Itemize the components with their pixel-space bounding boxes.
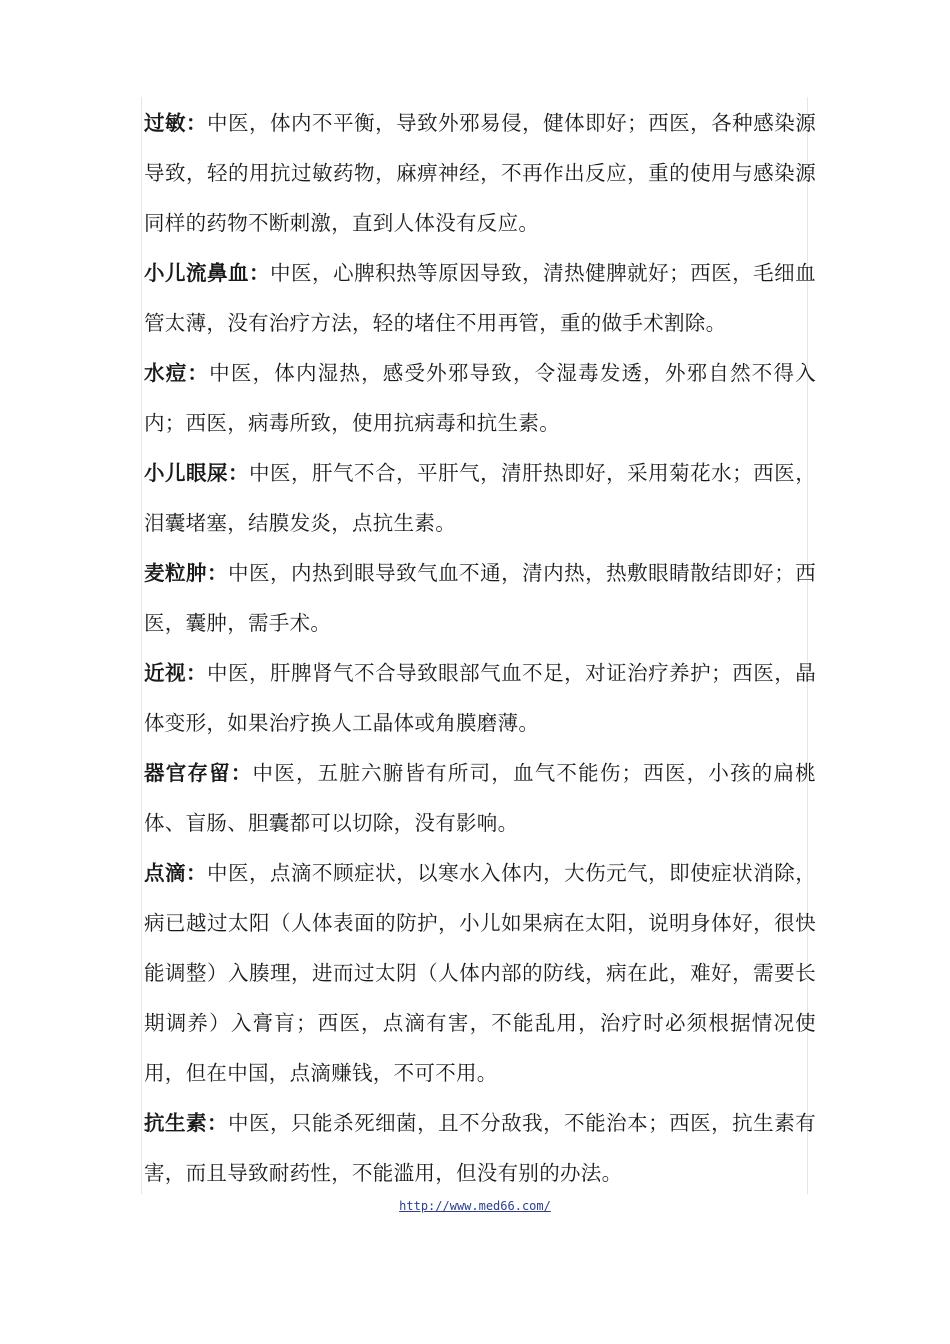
entry-term: 水痘： [144, 361, 210, 385]
entry-term: 点滴： [144, 861, 208, 885]
entry-child-nosebleed [144, 248, 816, 348]
entry-text: 中医，体内湿热，感受外邪导致，令湿毒发透，外邪自然不得入内；西医，病毒所致，使用抗病毒和抗生素。 [144, 361, 816, 435]
entry-term: 器官存留： [144, 761, 253, 785]
entry-antibiotics [144, 1098, 816, 1198]
entry-text: 中医，内热到眼导致气血不通，清内热，热敷眼睛散结即好；西医，囊肿，需手术。 [144, 561, 816, 635]
footer-url-link[interactable]: http://www.med66.com/ [399, 1199, 551, 1213]
entry-term: 麦粒肿： [144, 561, 229, 585]
document-body [144, 98, 816, 1198]
entry-text: 中医，点滴不顾症状，以寒水入体内，大伤元气，即使症状消除，病已越过太阳（人体表面的防护，小儿如果病在太阳，说明身体好，很快能调整）入腠理，进而过太阴（人体内部的防线，病在此，难好，需要长期调养）入膏肓；西医，点滴有害，不能乱用，治疗时必须根据情况使用，但在中国，点滴赚钱，不可不用。 [144, 861, 817, 1085]
entry-iv-drip [144, 848, 816, 1098]
entry-text: 中医，体内不平衡，导致外邪易侵，健体即好；西医，各种感染源导致，轻的用抗过敏药物，麻痹神经，不再作出反应，重的使用与感染源同样的药物不断刺激，直到人体没有反应。 [144, 111, 817, 235]
entry-text: 中医，五脏六腑皆有所司，血气不能伤；西医，小孩的扁桃体、盲肠、胆囊都可以切除，没有影响。 [144, 761, 816, 835]
entry-text: 中医，心脾积热等原因导致，清热健脾就好；西医，毛细血管太薄，没有治疗方法，轻的堵住不用再管，重的做手术割除。 [144, 261, 816, 335]
entry-allergy [144, 98, 816, 248]
entry-text: 中医，只能杀死细菌，且不分敌我，不能治本；西医，抗生素有害，而且导致耐药性，不能滥用，但没有别的办法。 [144, 1111, 816, 1185]
entry-chickenpox [144, 348, 816, 448]
entry-term: 近视： [144, 661, 208, 685]
entry-stye [144, 548, 816, 648]
entry-term: 过敏： [144, 111, 208, 135]
entry-text: 中医，肝脾肾气不合导致眼部气血不足，对证治疗养护；西医，晶体变形，如果治疗换人工晶体或角膜磨薄。 [144, 661, 817, 735]
entry-term: 小儿流鼻血： [144, 261, 271, 285]
entry-text: 中医，肝气不合，平肝气，清肝热即好，采用菊花水；西医，泪囊堵塞，结膜发炎，点抗生素。 [144, 461, 816, 535]
entry-term: 抗生素： [144, 1111, 229, 1135]
entry-term: 小儿眼屎： [144, 461, 250, 485]
entry-myopia [144, 648, 816, 748]
entry-organ-retention [144, 748, 816, 848]
entry-child-eye-discharge [144, 448, 816, 548]
